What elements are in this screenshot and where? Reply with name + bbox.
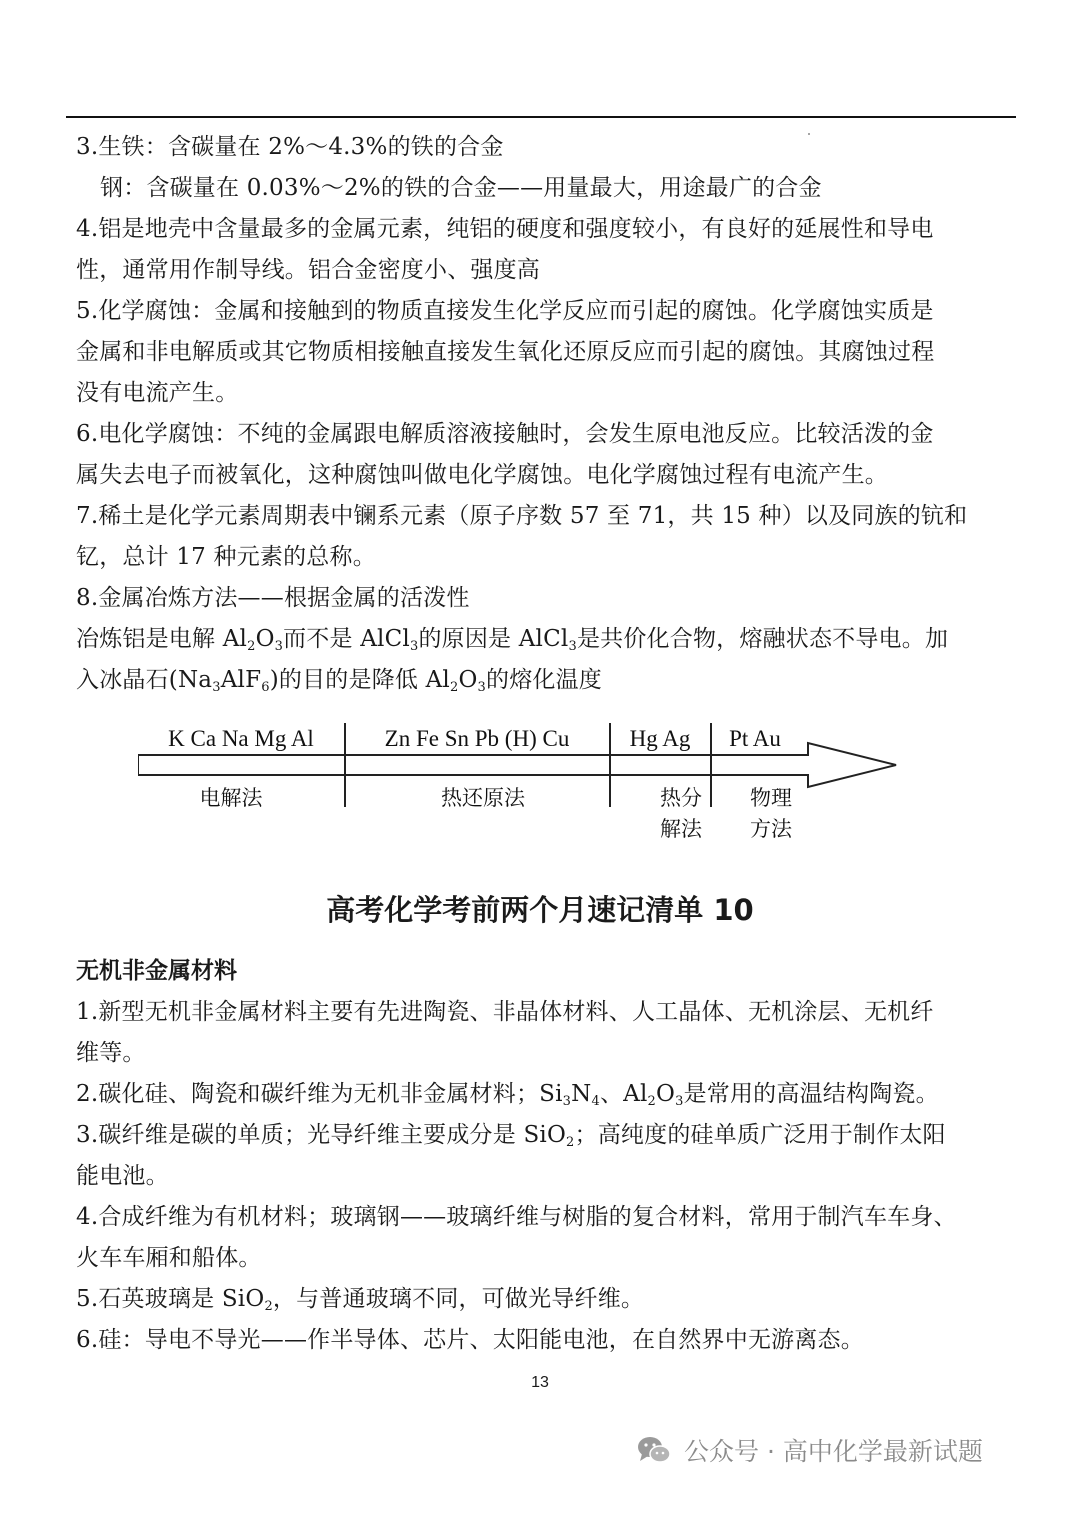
section-metals-notes <box>76 127 1011 701</box>
text-line <box>76 209 1011 250</box>
text-line <box>76 578 1011 619</box>
subscript: 3 <box>562 1094 572 1109</box>
text-line <box>76 291 1011 332</box>
text-line <box>76 168 1011 209</box>
page-title: 高考化学考前两个月速记清单 10 <box>326 893 754 927</box>
text-run: AlF <box>220 667 262 693</box>
text-line <box>76 414 1011 455</box>
method-label: 方法 <box>750 817 792 841</box>
wechat-icon <box>636 1435 672 1465</box>
text-run: 、Al <box>599 1081 648 1107</box>
text-run: 6.硅：导电不导光——作半导体、芯片、太阳能电池，在自然界中无游离态。 <box>76 1327 864 1353</box>
page-number: 13 <box>531 1374 549 1391</box>
text-run: 4.合成纤维为有机材料；玻璃钢——玻璃纤维与树脂的复合材料，常用于制汽车车身、 <box>76 1204 957 1230</box>
text-line <box>76 992 1011 1033</box>
text-run: )的目的是降低 Al <box>269 667 450 693</box>
text-line <box>76 250 1011 291</box>
method-label: 热还原法 <box>441 786 525 810</box>
text-line <box>76 1033 1011 1074</box>
text-run: 6.电化学腐蚀：不纯的金属跟电解质溶液接触时，会发生原电池反应。比较活泼的金 <box>76 421 934 447</box>
text-run: ，与普通玻璃不同，可做光导纤维。 <box>272 1286 645 1312</box>
text-run: 5.石英玻璃是 SiO <box>76 1286 265 1312</box>
subscript: 2 <box>449 680 459 695</box>
text-run: O <box>255 626 275 652</box>
watermark <box>636 1432 983 1468</box>
text-run: 属失去电子而被氧化，这种腐蚀叫做电化学腐蚀。电化学腐蚀过程有电流产生。 <box>76 462 888 488</box>
text-line <box>76 1279 1011 1320</box>
text-line <box>76 1074 1011 1115</box>
text-run: 4.铝是地壳中含量最多的金属元素，纯铝的硬度和强度较小，有良好的延展性和导电 <box>76 216 934 242</box>
text-run: 是常用的高温结构陶瓷。 <box>683 1081 939 1107</box>
text-run: 的熔化温度 <box>486 667 602 693</box>
text-run: 3.生铁：含碳量在 2%～4.3%的铁的合金 <box>76 134 504 160</box>
metal-groups <box>168 726 781 751</box>
watermark-text: 公众号 · 高中化学最新试题 <box>684 1437 983 1466</box>
subscript: 4 <box>591 1094 600 1109</box>
subscript: 3 <box>568 639 577 654</box>
subscript: 3 <box>212 680 221 695</box>
text-run: 火车车厢和船体。 <box>76 1245 262 1271</box>
text-run: 7.稀土是化学元素周期表中镧系元素（原子序数 57 至 71，共 15 种）以及同族的钪和 <box>76 503 968 529</box>
text-line <box>76 1238 1011 1279</box>
text-run: 性，通常用作制导线。铝合金密度小、强度高 <box>76 257 540 283</box>
metal-activity-series-diagram <box>138 715 908 850</box>
method-label: 物理 <box>750 786 792 810</box>
text-line <box>76 332 1011 373</box>
subscript: 3 <box>274 639 284 654</box>
text-line <box>76 1156 1011 1197</box>
text-run: 8.金属冶炼方法——根据金属的活泼性 <box>76 585 470 611</box>
subscript: 2 <box>247 639 256 654</box>
text-run: 钢：含碳量在 0.03%～2%的铁的合金——用量最大，用途最广的合金 <box>100 175 822 201</box>
subscript: 2 <box>647 1094 657 1109</box>
text-run: 维等。 <box>76 1040 146 1066</box>
text-line <box>76 373 1011 414</box>
text-run: 金属和非电解质或其它物质相接触直接发生氧化还原反应而引起的腐蚀。其腐蚀过程 <box>76 339 935 365</box>
subscript: 3 <box>675 1094 684 1109</box>
text-line <box>76 1115 1011 1156</box>
metal-group-label: Pt Au <box>729 726 781 751</box>
text-line <box>76 455 1011 496</box>
text-run: 钇，总计 17 种元素的总称。 <box>76 544 376 570</box>
text-line <box>76 619 1011 660</box>
subscript: 3 <box>409 639 419 654</box>
metal-group-label: Zn Fe Sn Pb (H) Cu <box>384 726 570 751</box>
text-run: 3.碳纤维是碳的单质；光导纤维主要成分是 SiO <box>76 1122 567 1148</box>
text-run: O <box>458 667 478 693</box>
text-line <box>76 1320 1011 1361</box>
method-label: 解法 <box>660 817 702 841</box>
header-rule <box>66 116 1016 118</box>
method-label: 电解法 <box>199 786 263 810</box>
text-run: N <box>571 1081 592 1107</box>
text-run: 没有电流产生。 <box>76 380 239 406</box>
text-run: ；高纯度的硅单质广泛用于制作太阳 <box>574 1122 946 1148</box>
text-line <box>76 1197 1011 1238</box>
text-run: 而不是 AlCl <box>283 626 410 652</box>
text-run: 的原因是 AlCl <box>418 626 569 652</box>
subscript: 6 <box>261 680 270 695</box>
metal-group-label: K Ca Na Mg Al <box>168 726 314 751</box>
text-run: 是共价化合物，熔融状态不导电。加 <box>576 626 949 652</box>
text-run: 冶炼铝是电解 Al <box>76 626 248 652</box>
text-run: 1.新型无机非金属材料主要有先进陶瓷、非晶体材料、人工晶体、无机涂层、无机纤 <box>76 999 934 1025</box>
text-run: 入冰晶石(Na <box>76 667 213 693</box>
section-inorganic-materials <box>76 992 1011 1361</box>
subscript: 3 <box>477 680 486 695</box>
text-run: 5.化学腐蚀：金属和接触到的物质直接发生化学反应而引起的腐蚀。化学腐蚀实质是 <box>76 298 934 324</box>
method-label: 热分 <box>660 786 702 810</box>
text-line <box>76 660 1011 701</box>
text-run: 能电池。 <box>76 1163 169 1189</box>
subscript: 2 <box>264 1299 273 1314</box>
metal-group-label: Hg Ag <box>629 726 691 751</box>
section-heading: 无机非金属材料 <box>76 958 237 984</box>
text-line <box>76 127 1011 168</box>
subscript: 2 <box>566 1135 575 1150</box>
text-run: 2.碳化硅、陶瓷和碳纤维为无机非金属材料；Si <box>76 1081 563 1107</box>
text-line <box>76 496 1011 537</box>
method-labels <box>200 786 793 841</box>
text-run: O <box>656 1081 676 1107</box>
text-line <box>76 537 1011 578</box>
